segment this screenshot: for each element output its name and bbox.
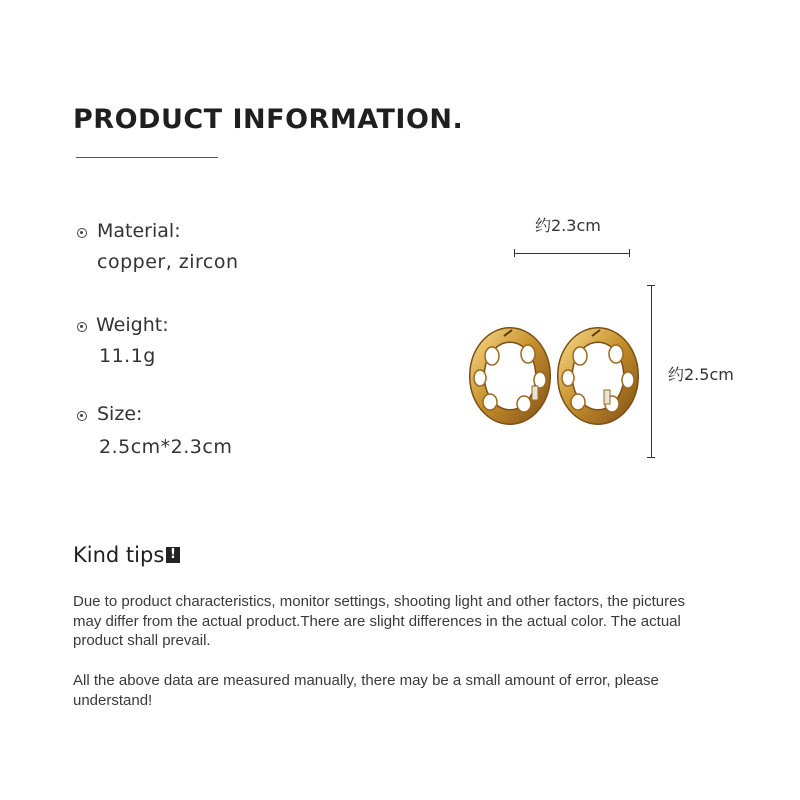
right-earring (562, 330, 634, 417)
bullet-icon (77, 322, 87, 332)
bullet-icon (77, 411, 87, 421)
kind-tips-title: Kind tips (73, 543, 165, 567)
tips-paragraph-1: Due to product characteristics, monitor settings, shooting light and other factors, the pictures may differ from the actual product.There are slight differences in the actual color. The actual product shall prevail. (73, 593, 685, 649)
width-dimension-tick (514, 249, 515, 257)
height-dimension-tick (647, 457, 655, 458)
height-dimension-tick (647, 285, 655, 286)
page-title: PRODUCT INFORMATION. (73, 104, 464, 135)
height-dimension-label: 约2.5cm (668, 365, 734, 384)
spec-weight-label: Weight: (96, 314, 169, 336)
width-dimension-line (514, 253, 630, 254)
title-divider (76, 157, 218, 158)
exclamation-icon: ! (166, 547, 180, 563)
product-image-earrings (468, 326, 648, 426)
bullet-icon (77, 228, 87, 238)
spec-size-label: Size: (97, 403, 143, 425)
left-earring (474, 330, 546, 417)
spec-material-value: copper, zircon (97, 251, 239, 273)
spec-material-label: Material: (97, 220, 181, 242)
spec-weight-value: 11.1g (99, 345, 156, 367)
tips-paragraph-2: All the above data are measured manually, there may be a small amount of error, please understand! (73, 672, 659, 709)
width-dimension-label: 约2.3cm (535, 216, 601, 235)
spec-size-value: 2.5cm*2.3cm (99, 436, 233, 458)
width-dimension-tick (629, 249, 630, 257)
height-dimension-line (651, 285, 652, 457)
